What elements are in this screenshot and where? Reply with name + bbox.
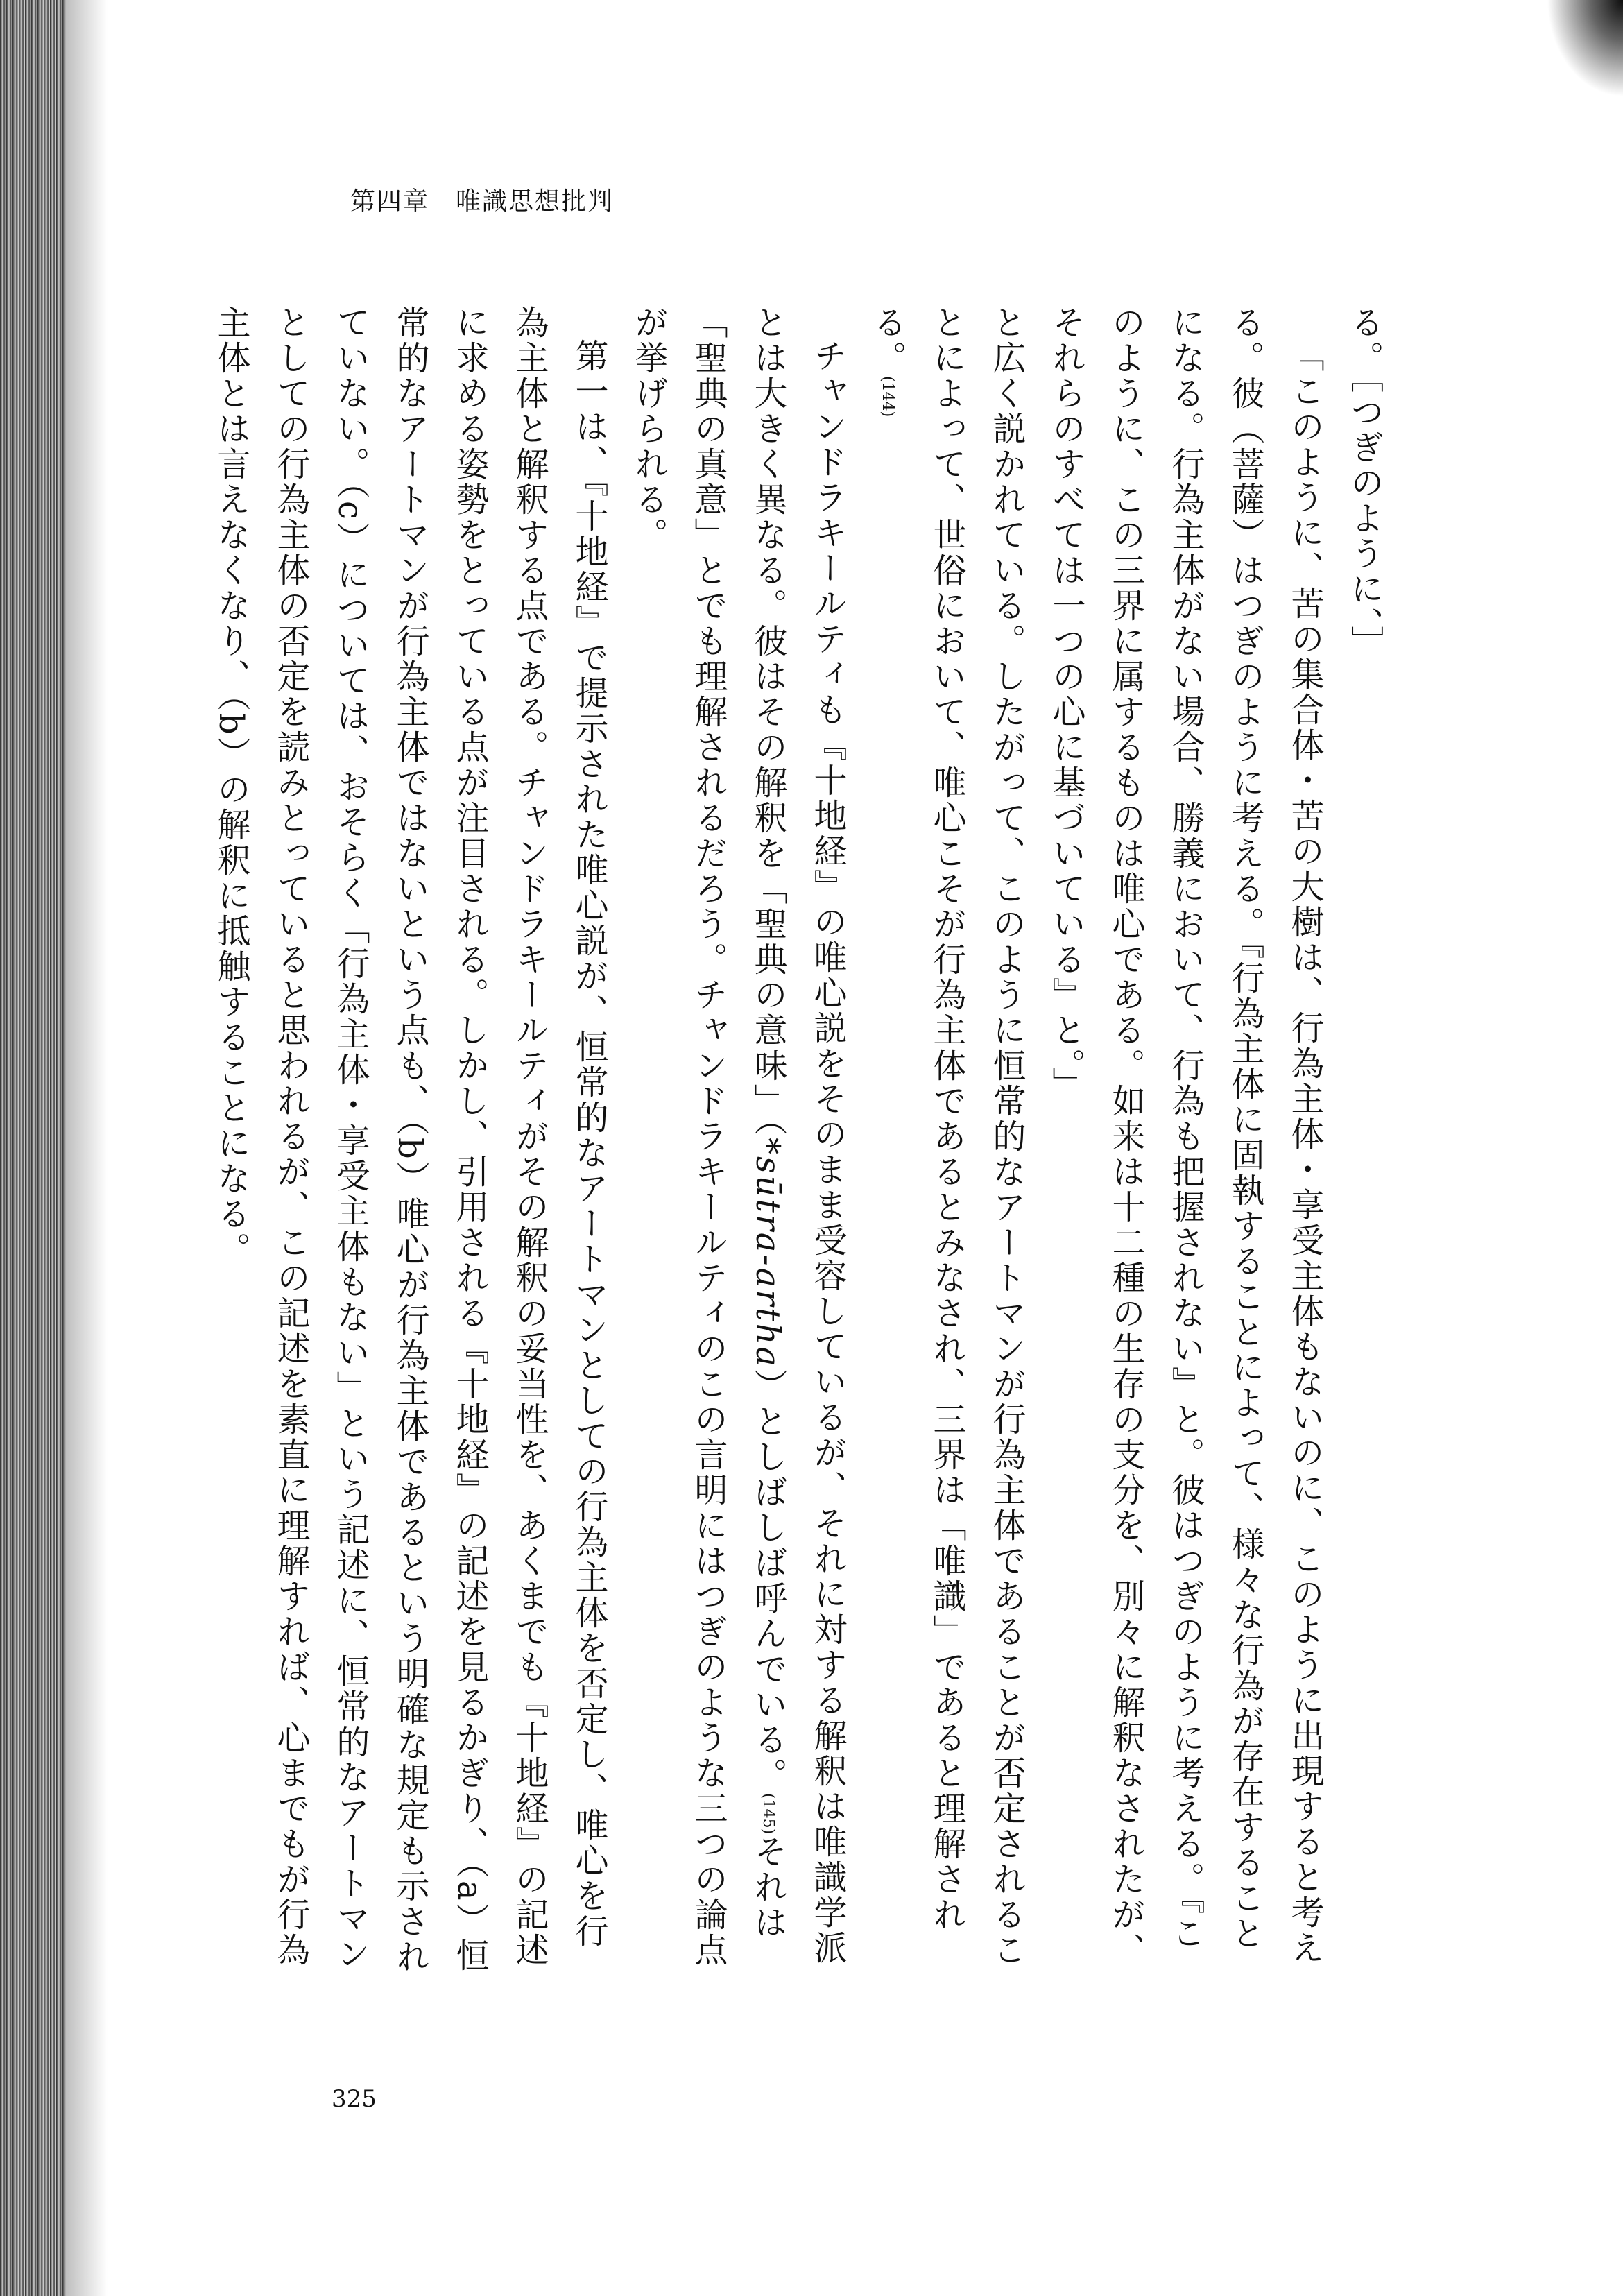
paragraph-1: る。［つぎのように、］ [1345, 305, 1384, 661]
paragraph-4 [619, 305, 857, 1984]
paragraph-4-text-b: ）としばしば呼んでいる。 [748, 1369, 787, 1793]
note-ref-144: (144) [879, 376, 896, 418]
binding-shadow [0, 0, 66, 2296]
paragraph-5: 第一は、『十地経』で提示された唯心説が、恒常的なアートマンとしての行為主体を否定し、唯心を行為主体と解釈する点である。チャンドラキールティがその解釈の妥当性を、あくまでも『十地経』の記述に求める姿勢をとっている点が注目される。しかし、引用される『十地経』の記述を見るかぎり、（a）恒常的なアートマンが行為主体ではないという点も、（b）唯心が行為主体であるという明確な規定も示されていない。（c）については、おそらく「行為主体・享受主体もない」という記述に、恒常的なアートマンとしての行為主体の否定を読みとっていると思われるが、この記述を素直に理解すれば、心までもが行為主体とは言えなくなり、（b）の解釈に抵触することになる。 [212, 305, 608, 1975]
note-ref-145: (145) [759, 1793, 777, 1835]
paragraph-4-text-c: それは「聖典の真意」とでも理解されるだろう。チャンドラキールティのこの言明にはつぎのような三つの論点が挙げられる。 [629, 305, 787, 1968]
paragraph-4-text-a: チャンドラキールティも『十地経』の唯心説をそのまま受容しているが、それに対する解釈は唯識学派とは大きく異なる。彼はその解釈を「聖典の意味」（ [748, 305, 847, 1966]
sanskrit-term: *sūtra-artha [748, 1138, 787, 1369]
paragraph-3-text: と広く説かれている。したがって、このように恒常的なアートマンが行為主体であることが否定されることによって、世俗において、唯心こそが行為主体であるとみなされ、三界は「唯識」であると理解される。 [868, 305, 1026, 1968]
page-number: 325 [332, 2085, 377, 2113]
paragraph-3 [857, 305, 1036, 1984]
quote-paragraph: 「このように、苦の集合体・苦の大樹は、行為主体・享受主体もないのに、このように出現すると考える。彼（菩薩）はつぎのように考える。『行為主体に固執することによって、様々な行為が存在することになる。行為主体がない場合、勝義において、行為も把握されない』と。彼はつぎのように考える。『このように、この三界に属するものは唯心である。如来は十二種の生存の支分を、別々に解釈なされたが、それらのすべては一つの心に基づいている』と。」 [1047, 305, 1324, 1968]
corner-shadow [1547, 0, 1623, 97]
body-text [212, 305, 1394, 1984]
running-head: 第四章 唯識思想批判 [350, 187, 615, 216]
binding-shadow-fade [66, 0, 108, 2296]
